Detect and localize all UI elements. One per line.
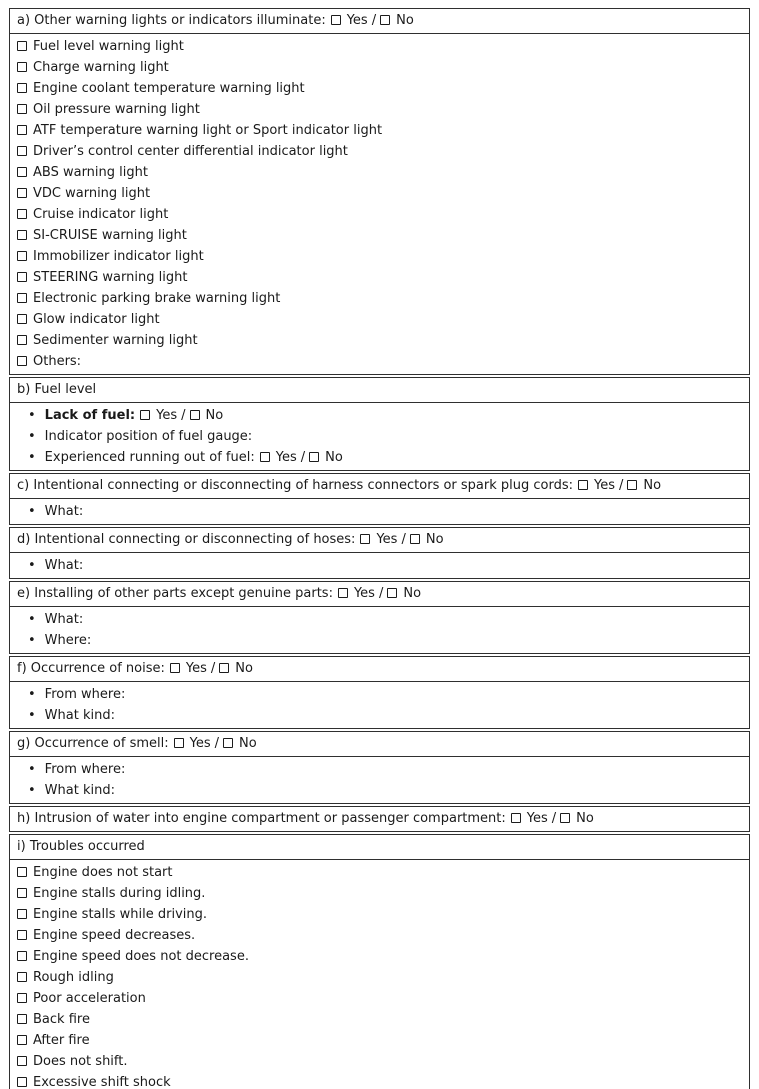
checkbox-item-label: After fire: [33, 1033, 90, 1048]
section-b-header: [10, 378, 749, 402]
section-c-body: [10, 498, 749, 524]
checkbox-item: [10, 925, 749, 946]
bullet-item-label: Where:: [44, 633, 92, 648]
yes-no-options: [174, 736, 257, 751]
yes-no-separator: /: [181, 408, 186, 423]
checkbox-item: [10, 1030, 749, 1051]
section-e-body: [10, 606, 749, 653]
checkbox-item: [10, 351, 749, 372]
checkbox-item: [10, 946, 749, 967]
no-label: No: [239, 736, 257, 751]
checkbox-item-label: Cruise indicator light: [33, 207, 169, 222]
section-g: [9, 731, 750, 804]
section-g-header: [10, 732, 749, 756]
section-d: [9, 527, 750, 579]
checkbox-item: [10, 141, 749, 162]
section-a-header: [10, 9, 749, 33]
checkbox-item: [10, 57, 749, 78]
checkbox-item-label: Engine stalls while driving.: [33, 907, 208, 922]
checkbox-item: [10, 78, 749, 99]
section-f-body: [10, 681, 749, 728]
yes-no-separator: /: [210, 661, 216, 676]
no-checkbox[interactable]: [560, 813, 570, 823]
yes-no-options: [170, 661, 253, 676]
yes-no-options: [260, 450, 343, 465]
section-d-header: [10, 528, 749, 552]
checkbox[interactable]: [17, 909, 27, 919]
bullet-item-label: What:: [44, 558, 84, 573]
no-checkbox[interactable]: [219, 663, 229, 673]
checkbox[interactable]: [17, 314, 27, 324]
checkbox-item-label: Rough idling: [33, 970, 114, 985]
yes-label: Yes: [156, 408, 178, 423]
yes-checkbox[interactable]: [260, 452, 270, 462]
section-f-header: [10, 657, 749, 681]
checkbox-item-label: Immobilizer indicator light: [33, 249, 204, 264]
section-d-body: [10, 552, 749, 578]
checkbox-item-label: Glow indicator light: [33, 312, 160, 327]
no-checkbox[interactable]: [223, 738, 233, 748]
yes-label: Yes: [594, 478, 616, 493]
yes-no-options: [338, 586, 421, 601]
checkbox-item-label: Charge warning light: [33, 60, 169, 75]
bullet-icon: •: [28, 429, 36, 444]
bullet-item: [10, 555, 749, 576]
section-a: [9, 8, 750, 375]
no-label: No: [205, 408, 224, 423]
checkbox[interactable]: [17, 1014, 27, 1024]
bullet-icon: •: [28, 408, 36, 423]
bullet-item: [10, 447, 749, 468]
yes-no-options: [360, 532, 443, 547]
yes-label: Yes: [275, 450, 297, 465]
bullet-item-label: What kind:: [44, 708, 115, 723]
bullet-item: [10, 684, 749, 705]
yes-checkbox[interactable]: [360, 534, 370, 544]
bullet-item: [10, 426, 749, 447]
checkbox[interactable]: [17, 251, 27, 261]
checkbox-item: [10, 967, 749, 988]
checkbox[interactable]: [17, 272, 27, 282]
no-label: No: [403, 586, 422, 601]
yes-no-options: [140, 408, 223, 423]
bullet-item-label: From where:: [44, 687, 126, 702]
checkbox[interactable]: [17, 1077, 27, 1087]
bullet-icon: •: [28, 558, 36, 573]
yes-no-separator: /: [214, 736, 220, 751]
no-label: No: [325, 450, 343, 465]
checkbox-item: [10, 862, 749, 883]
bullet-item: [10, 501, 749, 522]
checkbox-item: [10, 225, 749, 246]
bullet-icon: •: [28, 633, 36, 648]
section-header-text: i) Troubles occurred: [17, 839, 145, 854]
checkbox[interactable]: [17, 867, 27, 877]
no-label: No: [425, 532, 444, 547]
checkbox-item: [10, 988, 749, 1009]
checkbox[interactable]: [17, 335, 27, 345]
checkbox[interactable]: [17, 62, 27, 72]
checkbox[interactable]: [17, 209, 27, 219]
bullet-item-label: What kind:: [44, 783, 115, 798]
checkbox-item-label: SI-CRUISE warning light: [33, 228, 187, 243]
yes-checkbox[interactable]: [170, 663, 180, 673]
checkbox-item-label: Back fire: [33, 1012, 90, 1027]
checkbox[interactable]: [17, 125, 27, 135]
checkbox[interactable]: [17, 356, 27, 366]
yes-no-separator: /: [619, 478, 624, 493]
checkbox-item-label: Fuel level warning light: [33, 39, 184, 54]
section-i-body: [10, 859, 749, 1089]
bullet-item-label: Experienced running out of fuel:: [44, 450, 255, 465]
section-header-text: a) Other warning lights or indicators illuminate:: [17, 13, 326, 28]
no-label: No: [396, 13, 414, 28]
checkbox-item-label: Engine speed does not decrease.: [33, 949, 249, 964]
checkbox-item-label: Sedimenter warning light: [33, 333, 198, 348]
checkbox-item: [10, 1009, 749, 1030]
checkbox[interactable]: [17, 993, 27, 1003]
questionnaire-table: [9, 8, 750, 1089]
yes-no-separator: /: [371, 13, 377, 28]
section-header-text: c) Intentional connecting or disconnecting of harness connectors or spark plug cords:: [17, 478, 574, 493]
bullet-item-label: Indicator position of fuel gauge:: [44, 429, 253, 444]
yes-checkbox[interactable]: [578, 480, 588, 490]
bullet-icon: •: [28, 783, 36, 798]
checkbox-item-label: Engine does not start: [33, 865, 173, 880]
checkbox-item-label: Does not shift.: [33, 1054, 128, 1069]
checkbox-item: [10, 883, 749, 904]
yes-label: Yes: [376, 532, 398, 547]
bullet-item: [10, 630, 749, 651]
section-header-text: h) Intrusion of water into engine compartment or passenger compartment:: [17, 811, 506, 826]
checkbox[interactable]: [17, 83, 27, 93]
section-i-header: [10, 835, 749, 859]
checkbox-item-label: Poor acceleration: [33, 991, 146, 1006]
bullet-item-label: What:: [44, 504, 84, 519]
checkbox-item: [10, 120, 749, 141]
section-a-body: [10, 33, 749, 374]
checkbox[interactable]: [17, 972, 27, 982]
yes-no-separator: /: [401, 532, 406, 547]
checkbox-item-label: Others:: [33, 354, 82, 369]
checkbox-item-label: ABS warning light: [33, 165, 148, 180]
checkbox-item: [10, 99, 749, 120]
checkbox-item: [10, 204, 749, 225]
no-checkbox[interactable]: [627, 480, 637, 490]
checkbox-item-label: STEERING warning light: [33, 270, 188, 285]
no-label: No: [576, 811, 594, 826]
yes-label: Yes: [189, 736, 211, 751]
section-i: [9, 834, 750, 1089]
bullet-item: [10, 609, 749, 630]
section-header-text: e) Installing of other parts except genuine parts:: [17, 586, 333, 601]
checkbox-item-label: Engine speed decreases.: [33, 928, 196, 943]
yes-no-options: [511, 811, 594, 826]
section-header-text: g) Occurrence of smell:: [17, 736, 169, 751]
checkbox[interactable]: [17, 951, 27, 961]
bullet-icon: •: [28, 504, 36, 519]
bullet-item: [10, 705, 749, 726]
no-checkbox[interactable]: [309, 452, 319, 462]
checkbox-item: [10, 36, 749, 57]
checkbox-item-label: Excessive shift shock: [33, 1075, 171, 1089]
section-c-header: [10, 474, 749, 498]
checkbox-item: [10, 1072, 749, 1089]
section-f: [9, 656, 750, 729]
yes-no-options: [578, 478, 661, 493]
bullet-icon: •: [28, 762, 36, 777]
checkbox-item: [10, 288, 749, 309]
bullet-item-label: What:: [44, 612, 84, 627]
checkbox-item-label: Engine stalls during idling.: [33, 886, 206, 901]
bullet-icon: •: [28, 612, 36, 627]
checkbox-item-label: Driver’s control center differential indicator light: [33, 144, 348, 159]
yes-label: Yes: [185, 661, 207, 676]
yes-checkbox[interactable]: [338, 588, 348, 598]
bullet-item-label-bold: Lack of fuel:: [44, 408, 136, 423]
checkbox-item: [10, 267, 749, 288]
yes-label: Yes: [346, 13, 368, 28]
section-header-text: b) Fuel level: [17, 382, 97, 397]
section-e-header: [10, 582, 749, 606]
checkbox-item-label: Oil pressure warning light: [33, 102, 200, 117]
checkbox[interactable]: [17, 167, 27, 177]
section-header-text: d) Intentional connecting or disconnecting of hoses:: [17, 532, 356, 547]
checkbox-item: [10, 162, 749, 183]
section-h: [9, 806, 750, 832]
yes-no-separator: /: [378, 586, 384, 601]
bullet-icon: •: [28, 450, 36, 465]
checkbox-item-label: VDC warning light: [33, 186, 151, 201]
bullet-item: [10, 405, 749, 426]
checkbox-item: [10, 1051, 749, 1072]
checkbox[interactable]: [17, 293, 27, 303]
checkbox-item: [10, 330, 749, 351]
no-checkbox[interactable]: [380, 15, 390, 25]
section-g-body: [10, 756, 749, 803]
yes-label: Yes: [526, 811, 548, 826]
yes-checkbox[interactable]: [140, 410, 150, 420]
yes-checkbox[interactable]: [174, 738, 184, 748]
yes-label: Yes: [353, 586, 375, 601]
checkbox[interactable]: [17, 930, 27, 940]
bullet-item: [10, 759, 749, 780]
checkbox[interactable]: [17, 1035, 27, 1045]
bullet-icon: •: [28, 687, 36, 702]
yes-no-separator: /: [551, 811, 557, 826]
section-c: [9, 473, 750, 525]
section-b: [9, 377, 750, 471]
no-checkbox[interactable]: [410, 534, 420, 544]
section-e: [9, 581, 750, 654]
checkbox[interactable]: [17, 1056, 27, 1066]
section-header-text: f) Occurrence of noise:: [17, 661, 165, 676]
section-h-header: [10, 807, 749, 831]
yes-checkbox[interactable]: [511, 813, 521, 823]
no-checkbox[interactable]: [190, 410, 200, 420]
no-label: No: [643, 478, 662, 493]
bullet-icon: •: [28, 708, 36, 723]
yes-no-options: [331, 13, 414, 28]
checkbox[interactable]: [17, 146, 27, 156]
checkbox[interactable]: [17, 188, 27, 198]
checkbox-item-label: Engine coolant temperature warning light: [33, 81, 305, 96]
checkbox-item-label: Electronic parking brake warning light: [33, 291, 281, 306]
bullet-item-label: From where:: [44, 762, 126, 777]
checkbox[interactable]: [17, 230, 27, 240]
checkbox-item: [10, 904, 749, 925]
no-label: No: [235, 661, 253, 676]
section-b-body: [10, 402, 749, 470]
no-checkbox[interactable]: [387, 588, 397, 598]
checkbox-item-label: ATF temperature warning light or Sport indicator light: [33, 123, 383, 138]
checkbox-item: [10, 183, 749, 204]
yes-no-separator: /: [300, 450, 306, 465]
yes-checkbox[interactable]: [331, 15, 341, 25]
checkbox-item: [10, 309, 749, 330]
checkbox[interactable]: [17, 41, 27, 51]
bullet-item: [10, 780, 749, 801]
checkbox[interactable]: [17, 888, 27, 898]
checkbox[interactable]: [17, 104, 27, 114]
checkbox-item: [10, 246, 749, 267]
